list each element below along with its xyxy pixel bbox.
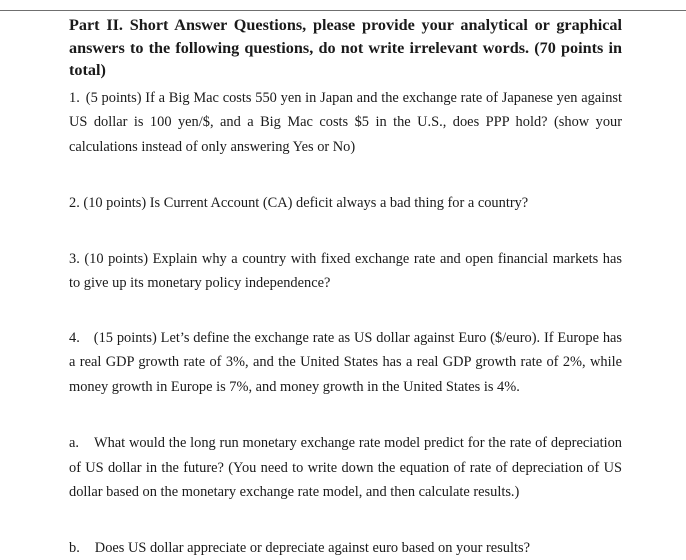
section-heading: Part II. Short Answer Questions, please provide your analytical or graphical answers to the following questions, do not write irrelevant words. (70 points in total) bbox=[69, 14, 622, 82]
question-1-number: 1. bbox=[69, 90, 80, 106]
question-4b-text: Does US dollar appreciate or depreciate against euro based on your results? bbox=[95, 540, 530, 556]
question-4a-label: a. bbox=[69, 435, 79, 451]
question-3-text: (10 points) Explain why a country with fixed exchange rate and open financial markets has to give up its monetary policy independence? bbox=[69, 251, 622, 292]
question-4b bbox=[69, 536, 622, 560]
question-2-number: 2. bbox=[69, 195, 80, 211]
question-4 bbox=[69, 326, 622, 400]
question-4b-label: b. bbox=[69, 540, 80, 556]
section-heading-block bbox=[69, 14, 622, 82]
question-4-text: (15 points) Let’s define the exchange rate as US dollar against Euro ($/euro). If Europe has a real GDP growth rate of 3%, and the United States has a real GDP growth rate of 2%, while money growth in Europe is 7%, and money growth in the United States is 4%. bbox=[69, 330, 622, 395]
question-4-number: 4. bbox=[69, 330, 80, 346]
question-2 bbox=[69, 191, 622, 216]
question-1 bbox=[69, 86, 622, 160]
top-divider-line bbox=[0, 10, 686, 11]
question-4a bbox=[69, 431, 622, 505]
question-1-text: (5 points) If a Big Mac costs 550 yen in Japan and the exchange rate of Japanese yen against US dollar is 100 yen/$, and a Big Mac costs $5 in the U.S., does PPP hold? (show your calculations instead of only answering Yes or No) bbox=[69, 90, 622, 155]
question-4a-text: What would the long run monetary exchange rate model predict for the rate of depreciation of US dollar in the future? (You need to write down the equation of rate of depreciation of US dollar based on the monetary exchange rate model, and then calculate results.) bbox=[69, 435, 622, 500]
document-page bbox=[69, 14, 622, 560]
question-2-text: (10 points) Is Current Account (CA) deficit always a bad thing for a country? bbox=[83, 195, 528, 211]
question-3 bbox=[69, 247, 622, 296]
question-3-number: 3. bbox=[69, 251, 80, 267]
